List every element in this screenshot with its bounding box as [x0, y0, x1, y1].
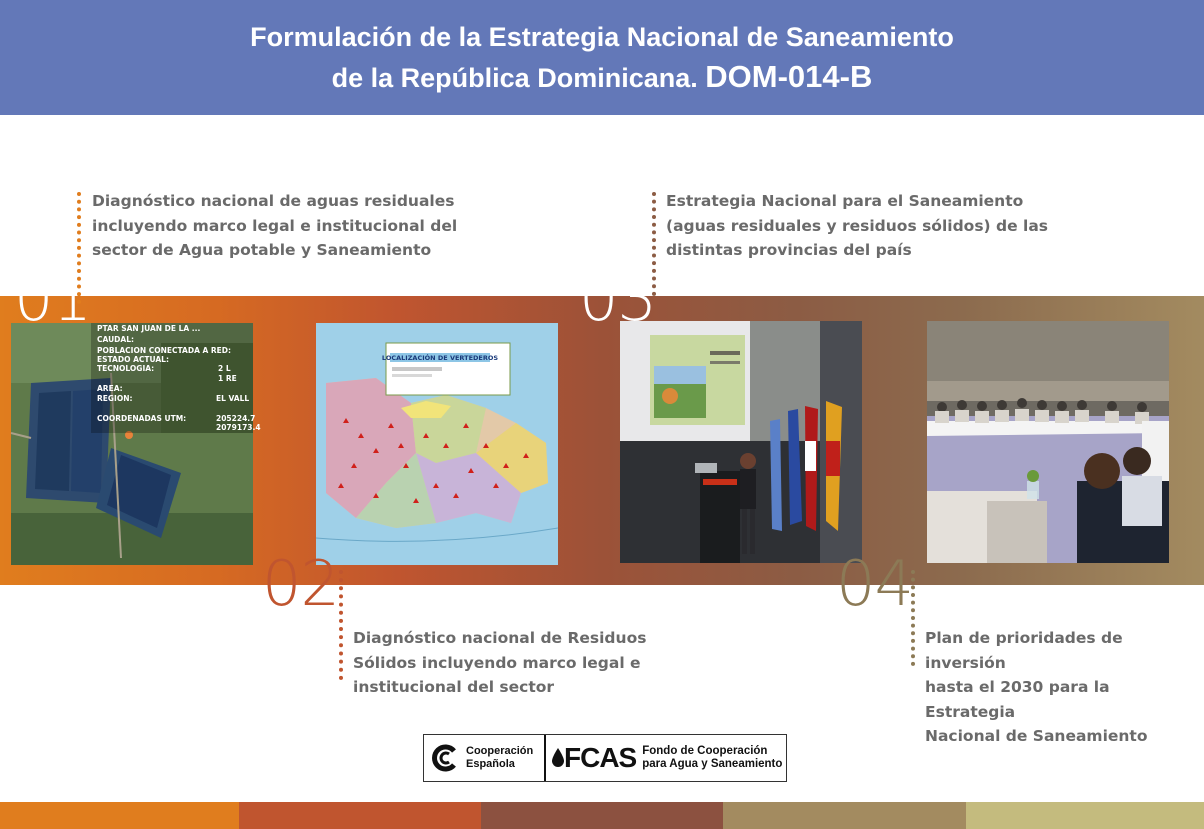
footer-strip-5 — [966, 802, 1204, 829]
step-1-number: 01 — [14, 262, 91, 335]
title-line-1: Formulación de la Estrategia Nacional de Saneamiento — [250, 22, 954, 52]
step-4-number: 04 — [836, 547, 913, 620]
photo1-label-3: POBLACION CONECTADA A RED: — [97, 346, 232, 355]
step-3-line-1: Estrategia Nacional para el Saneamiento — [666, 192, 1024, 210]
step-4-line-3: Nacional de Saneamiento — [925, 727, 1148, 745]
step-3-photo-presentation — [620, 321, 862, 563]
step-3-line-2: (aguas residuales y residuos sólidos) de las — [666, 216, 1049, 235]
cooperacion-espanola-logo — [424, 735, 546, 781]
photo1-label-4: ESTADO ACTUAL: — [97, 355, 169, 364]
project-code: DOM-014-B — [705, 59, 873, 94]
step-4-line-1: Plan de prioridades de inversión — [925, 629, 1123, 672]
step-2-description — [353, 626, 673, 700]
step-3-description — [666, 189, 1086, 263]
ce-line-1: Cooperación — [466, 745, 534, 757]
title-line-2 — [332, 57, 873, 98]
water-drop-icon — [552, 748, 564, 768]
footer-strip-2 — [239, 802, 481, 829]
photo1-label-5: TECNOLOGIA: — [97, 364, 155, 373]
map-title: LOCALIZACIÓN DE VERTEDEROS — [381, 354, 499, 362]
photo1-label-2: CAUDAL: — [97, 335, 134, 344]
footer-strip-4 — [723, 802, 966, 829]
title-banner — [0, 0, 1204, 115]
step-3-line-3: distintas provincias del país — [666, 241, 912, 259]
fcas-line-2: para Agua y Saneamiento — [642, 758, 783, 770]
ce-line-2: Española — [466, 758, 515, 770]
photo1-value-4: 205224.7 — [216, 414, 256, 423]
step-1-line-2: incluyendo marco legal e institucional del — [92, 216, 458, 235]
photo1-value-2: 1 RE — [218, 374, 237, 383]
fcas-mark-text: FCAS — [564, 742, 637, 773]
step-4-photo-meeting — [927, 321, 1169, 563]
step-1-line-3: sector de Agua potable y Saneamiento — [92, 241, 432, 259]
step-3-number: 03 — [579, 262, 656, 335]
step-1-line-1: Diagnóstico nacional de aguas residuales — [92, 192, 455, 210]
step-1-photo-aerial-treatment-plant — [11, 323, 261, 565]
step-2-number: 02 — [262, 547, 339, 620]
photo1-value-3: EL VALL — [216, 394, 250, 403]
step-2-line-1: Diagnóstico nacional de Residuos — [353, 629, 647, 647]
footer-strip-1 — [0, 802, 239, 829]
photo1-label-8: COORDENADAS UTM: — [97, 414, 187, 423]
partner-logos — [423, 734, 787, 782]
step-2-line-3: institucional del sector — [353, 678, 555, 696]
photo1-value-5: 2079173.4 — [216, 423, 261, 432]
title-line-2-text: de la República Dominicana. — [331, 63, 698, 93]
footer-strip-3 — [481, 802, 723, 829]
step-4-line-2: hasta el 2030 para la Estrategia — [925, 678, 1110, 721]
fcas-line-1: Fondo de Cooperación — [642, 745, 768, 757]
step-1-description — [92, 189, 472, 263]
photo1-label-6: AREA: — [97, 384, 123, 393]
step-2-line-2: Sólidos incluyendo marco legal e — [353, 653, 641, 672]
step-4-dotted-line — [911, 570, 915, 666]
fcas-logo — [546, 735, 786, 781]
step-4-description — [925, 626, 1204, 749]
step-2-dotted-line — [339, 570, 343, 680]
photo1-label-7: REGION: — [97, 394, 133, 403]
photo1-label-1: PTAR SAN JUAN DE LA ... — [97, 324, 201, 333]
step-2-photo-landfill-map — [316, 323, 558, 565]
photo1-value-1: 2 L — [218, 364, 231, 373]
cooperacion-espanola-icon — [432, 744, 460, 772]
